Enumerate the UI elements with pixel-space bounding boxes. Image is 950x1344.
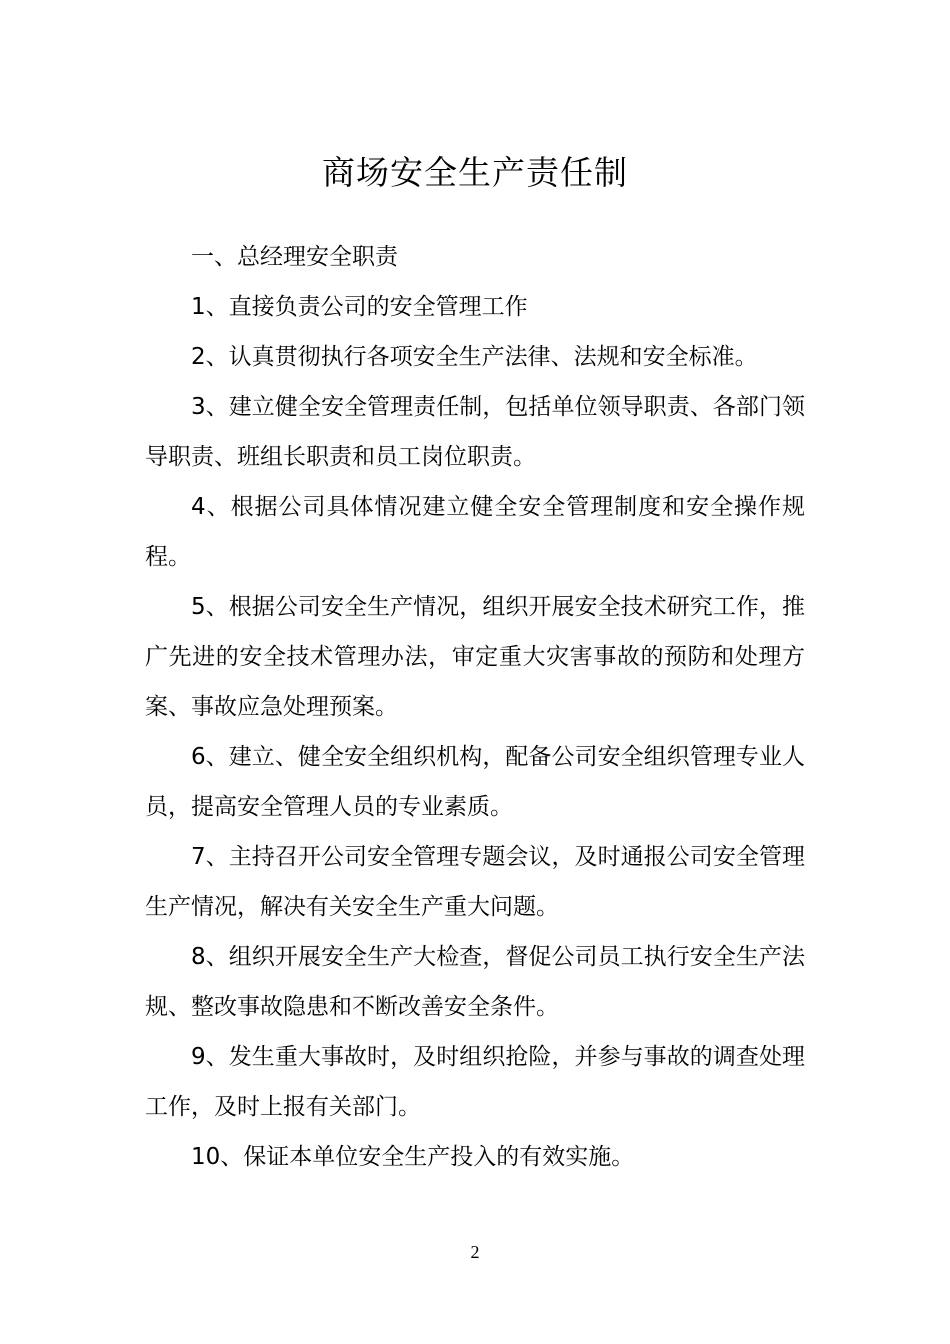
document-body: [145, 232, 805, 1182]
paragraph-9: 9、发生重大事故时，及时组织抢险，并参与事故的调查处理工作，及时上报有关部门。: [145, 1044, 805, 1120]
paragraph-2: 2、认真贯彻执行各项安全生产法律、法规和安全标准。: [191, 344, 758, 370]
paragraph-6: 6、建立、健全安全组织机构，配备公司安全组织管理专业人员，提高安全管理人员的专业素质。: [145, 744, 805, 820]
paragraph-10: 10、保证本单位安全生产投入的有效实施。: [191, 1144, 635, 1170]
paragraph-8: 8、组织开展安全生产大检查，督促公司员工执行安全生产法规、整改事故隐患和不断改善安全条件。: [145, 944, 805, 1020]
paragraph-1: 1、直接负责公司的安全管理工作: [191, 294, 528, 320]
paragraph-7: 7、主持召开公司安全管理专题会议，及时通报公司安全管理生产情况，解决有关安全生产重大问题。: [145, 844, 805, 920]
paragraph-5: 5、根据公司安全生产情况，组织开展安全技术研究工作，推广先进的安全技术管理办法，审定重大灾害事故的预防和处理方案、事故应急处理预案。: [145, 594, 805, 720]
paragraph-4: 4、根据公司具体情况建立健全安全管理制度和安全操作规程。: [145, 494, 805, 570]
section-heading: 一、总经理安全职责: [191, 244, 398, 270]
document-title: 商场安全生产责任制: [322, 153, 628, 192]
paragraph-3: 3、建立健全安全管理责任制，包括单位领导职责、各部门领导职责、班组长职责和员工岗位职责。: [145, 394, 805, 470]
page-number: 2: [470, 1242, 480, 1262]
